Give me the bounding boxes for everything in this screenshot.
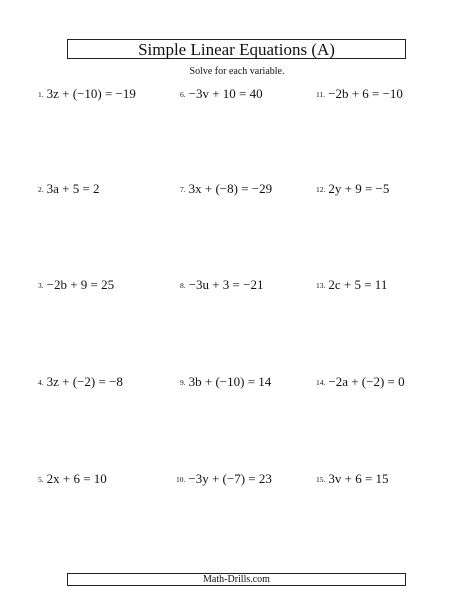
problem-number: 9. xyxy=(180,378,186,387)
problem-number: 2. xyxy=(38,185,44,194)
problem-equation: 3a + 5 = 2 xyxy=(46,181,100,196)
problem-2 xyxy=(38,182,100,195)
footer xyxy=(67,573,406,586)
problem-number: 3. xyxy=(38,281,44,290)
problem-15 xyxy=(316,472,389,485)
problem-1 xyxy=(38,87,136,100)
problem-equation: 3z + (−10) = −19 xyxy=(46,86,136,101)
problem-number: 10. xyxy=(176,475,186,484)
problem-equation: −3y + (−7) = 23 xyxy=(188,471,272,486)
problem-equation: −3u + 3 = −21 xyxy=(188,277,264,292)
problem-equation: 3b + (−10) = 14 xyxy=(188,374,272,389)
problem-equation: −3v + 10 = 40 xyxy=(188,86,263,101)
problem-equation: 2y + 9 = −5 xyxy=(328,181,390,196)
problem-number: 11. xyxy=(316,90,326,99)
problem-equation: 3x + (−8) = −29 xyxy=(188,181,273,196)
worksheet-title-text: Simple Linear Equations (A) xyxy=(138,39,335,59)
problem-number: 8. xyxy=(180,281,186,290)
problem-10 xyxy=(176,472,272,485)
problem-number: 15. xyxy=(316,475,326,484)
problem-6 xyxy=(180,87,263,100)
problem-13 xyxy=(316,278,387,291)
problem-number: 12. xyxy=(316,185,326,194)
problem-4 xyxy=(38,375,123,388)
problem-equation: 2c + 5 = 11 xyxy=(328,277,388,292)
worksheet-title xyxy=(67,39,406,59)
problem-number: 4. xyxy=(38,378,44,387)
problem-equation: −2b + 9 = 25 xyxy=(46,277,115,292)
worksheet-instructions: Solve for each variable. xyxy=(189,66,285,77)
problem-12 xyxy=(316,182,389,195)
problem-8 xyxy=(180,278,263,291)
problem-number: 14. xyxy=(316,378,326,387)
problem-number: 1. xyxy=(38,90,44,99)
problem-11 xyxy=(316,87,403,100)
problem-number: 5. xyxy=(38,475,44,484)
problem-equation: 2x + 6 = 10 xyxy=(46,471,107,486)
problem-number: 13. xyxy=(316,281,326,290)
problem-number: 7. xyxy=(180,185,186,194)
problem-equation: −2b + 6 = −10 xyxy=(328,86,403,101)
problem-number: 6. xyxy=(180,90,186,99)
problem-7 xyxy=(180,182,272,195)
problem-3 xyxy=(38,278,114,291)
problem-9 xyxy=(180,375,271,388)
problem-equation: 3v + 6 = 15 xyxy=(328,471,389,486)
footer-text: Math-Drills.com xyxy=(203,573,270,585)
problem-equation: 3z + (−2) = −8 xyxy=(46,374,123,389)
problem-5 xyxy=(38,472,107,485)
problem-14 xyxy=(316,375,405,388)
problem-equation: −2a + (−2) = 0 xyxy=(328,374,405,389)
